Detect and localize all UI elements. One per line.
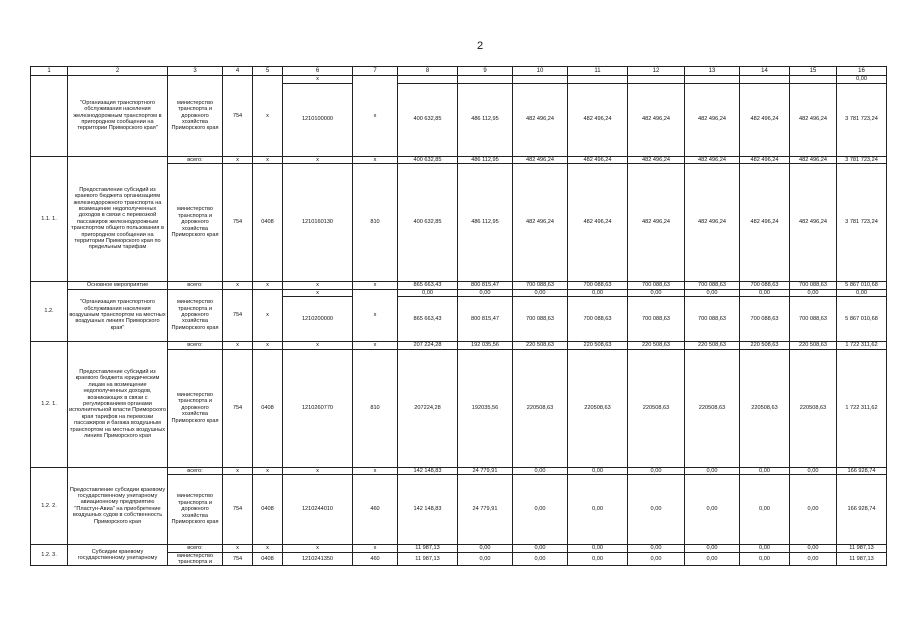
value-cell: 400 632,85 [398, 156, 458, 164]
value-cell: 486 112,95 [458, 83, 513, 156]
header-cell: 13 [685, 67, 740, 76]
total-label: всего: [168, 282, 223, 290]
value-cell: 482 496,24 [513, 164, 568, 282]
value-cell: 3 781 723,24 [837, 164, 887, 282]
section-code: 0408 [253, 164, 283, 282]
value-cell: 865 663,43 [398, 282, 458, 290]
value-cell: 400 632,85 [398, 164, 458, 282]
header-cell: 15 [790, 67, 837, 76]
cell: x [253, 282, 283, 290]
value-cell: 0,00 [568, 545, 628, 553]
value-cell: 0,00 [568, 289, 628, 297]
value-cell: 865 663,43 [398, 297, 458, 342]
value-cell: 0,00 [568, 467, 628, 475]
value-cell: 700 088,63 [513, 282, 568, 290]
value-cell: 400 632,85 [398, 83, 458, 156]
value-cell: 0,00 [628, 552, 685, 566]
value-cell: 482 496,24 [685, 156, 740, 164]
value-cell: 482 496,24 [740, 83, 790, 156]
value-cell: 220 508,63 [685, 342, 740, 350]
cell: x [253, 467, 283, 475]
value-cell: 220 508,63 [628, 342, 685, 350]
value-cell: 220 508,63 [568, 342, 628, 350]
cell: x [283, 282, 353, 290]
grbs-code: 754 [223, 76, 253, 157]
value-cell: 11 987,13 [398, 545, 458, 553]
value-cell: 486 112,95 [458, 164, 513, 282]
expense-type: x [353, 76, 398, 157]
value-cell: 700 088,63 [740, 297, 790, 342]
value-cell: 166 928,74 [837, 467, 887, 475]
responsible: министерство транспорта и дорожного хозяйства Приморского края [168, 76, 223, 157]
row-name: "Организация транспортного обслуживания населения воздушным транспортом на местных воздушных линиях Приморского края" [68, 289, 168, 342]
cell: x [253, 342, 283, 350]
value-cell: 3 781 723,24 [837, 156, 887, 164]
header-cell: 3 [168, 67, 223, 76]
header-cell: 2 [68, 67, 168, 76]
value-cell: 482 496,24 [513, 156, 568, 164]
grbs-code: 754 [223, 475, 253, 545]
value-cell: 0,00 [685, 467, 740, 475]
value-cell: 207224,28 [398, 349, 458, 467]
value-cell: 482 496,24 [513, 83, 568, 156]
value-cell: 1 722 311,62 [837, 349, 887, 467]
target-code: 1210244010 [283, 475, 353, 545]
value-cell: 482 496,24 [568, 83, 628, 156]
value-cell: 482 496,24 [685, 83, 740, 156]
total-label: всего: [168, 342, 223, 350]
section-code: x [253, 289, 283, 342]
cell: x [353, 282, 398, 290]
value-cell: 0,00 [740, 475, 790, 545]
value-cell: 24 779,91 [458, 475, 513, 545]
header-cell: 12 [628, 67, 685, 76]
header-cell: 6 [283, 67, 353, 76]
value-cell: 1 722 311,62 [837, 342, 887, 350]
value-cell: 220508,63 [740, 349, 790, 467]
cell [740, 76, 790, 84]
table-row [31, 467, 887, 475]
cell: x [253, 156, 283, 164]
value-cell: 0,00 [790, 552, 837, 566]
responsible: министерство транспорта и [168, 552, 223, 566]
responsible: министерство транспорта и дорожного хозяйства Приморского края [168, 349, 223, 467]
table-row [31, 282, 887, 290]
section-code: 0408 [253, 349, 283, 467]
value-cell: 0,00 [513, 289, 568, 297]
value-cell: 142 148,83 [398, 467, 458, 475]
row-number: 1.2. [31, 282, 68, 342]
cell: x [283, 156, 353, 164]
grbs-code: 754 [223, 289, 253, 342]
value-cell: 0,00 [458, 552, 513, 566]
budget-table [30, 66, 887, 566]
value-cell: 0,00 [398, 289, 458, 297]
cell: x [223, 467, 253, 475]
total-label: всего: [168, 156, 223, 164]
cell [398, 76, 458, 84]
value-cell: 0,00 [740, 467, 790, 475]
value-cell: 700 088,63 [685, 282, 740, 290]
row-number: 1.1. 1. [31, 156, 68, 282]
table-row [31, 342, 887, 350]
value-cell: 0,00 [568, 552, 628, 566]
target-code: 1210160130 [283, 164, 353, 282]
value-cell: 0,00 [685, 552, 740, 566]
value-cell: 5 867 010,68 [837, 282, 887, 290]
cell: x [283, 289, 353, 297]
header-cell: 16 [837, 67, 887, 76]
value-cell: 0,00 [458, 289, 513, 297]
cell: x [283, 342, 353, 350]
grbs-code: 754 [223, 349, 253, 467]
header-cell: 9 [458, 67, 513, 76]
value-cell: 220 508,63 [790, 342, 837, 350]
value-cell: 24 779,91 [458, 467, 513, 475]
value-cell: 0,00 [513, 552, 568, 566]
value-cell: 0,00 [513, 467, 568, 475]
value-cell: 0,00 [628, 475, 685, 545]
cell: x [253, 545, 283, 553]
value-cell: 207 224,28 [398, 342, 458, 350]
value-cell: 0,00 [790, 289, 837, 297]
total-label: всего: [168, 545, 223, 553]
value-cell: 0,00 [513, 475, 568, 545]
target-code: 1210241350 [283, 552, 353, 566]
header-cell: 5 [253, 67, 283, 76]
row-number: 1.2. 2. [31, 467, 68, 545]
row-name: Субсидии краевому государственному унитарному [68, 545, 168, 566]
value-cell: 0,00 [628, 289, 685, 297]
row-name: Предоставление субсидий из краевого бюджета организациям железнодорожного транспорта на возмещение недополученных доходов в связи с перевозкой пассажиров железнодорожным транспортом общего пользования в пригородном сообщении на территории Приморского края по предельным тарифам [68, 156, 168, 282]
value-cell: 700 088,63 [790, 297, 837, 342]
value-cell: 11 987,13 [837, 545, 887, 553]
value-cell: 0,00 [790, 467, 837, 475]
cell: x [223, 282, 253, 290]
value-cell: 220 508,63 [513, 342, 568, 350]
responsible: министерство транспорта и дорожного хозяйства Приморского края [168, 164, 223, 282]
cell: x [353, 342, 398, 350]
value-cell: 700 088,63 [568, 282, 628, 290]
expense-type: 810 [353, 164, 398, 282]
value-cell: 5 867 010,68 [837, 297, 887, 342]
value-cell: 482 496,24 [628, 164, 685, 282]
value-cell: 142 148,83 [398, 475, 458, 545]
cell: x [283, 76, 353, 84]
value-cell: 0,00 [790, 475, 837, 545]
value-cell: 0,00 [740, 552, 790, 566]
header-cell: 1 [31, 67, 68, 76]
expense-type: 460 [353, 475, 398, 545]
value-cell: 0,00 [790, 545, 837, 553]
table-row [31, 156, 887, 164]
target-code: 1210200000 [283, 297, 353, 342]
row-number: 1.2. 1. [31, 342, 68, 468]
value-cell: 220508,63 [513, 349, 568, 467]
value-cell: 11 987,13 [398, 552, 458, 566]
value-cell: 220508,63 [685, 349, 740, 467]
value-cell: 482 496,24 [790, 164, 837, 282]
row-number [31, 76, 68, 157]
grbs-code: 754 [223, 552, 253, 566]
cell [513, 76, 568, 84]
section-code: 0408 [253, 552, 283, 566]
header-cell: 10 [513, 67, 568, 76]
value-cell: 700 088,63 [685, 297, 740, 342]
value-cell: 482 496,24 [628, 156, 685, 164]
cell [568, 76, 628, 84]
value-cell: 220 508,63 [740, 342, 790, 350]
value-cell: 0,00 [685, 289, 740, 297]
value-cell: 11 987,13 [837, 552, 887, 566]
value-cell: 192 035,56 [458, 342, 513, 350]
value-cell: 0,00 [740, 289, 790, 297]
value-cell: 0,00 [685, 545, 740, 553]
header-cell: 8 [398, 67, 458, 76]
value-cell: 0,00 [837, 289, 887, 297]
target-code: 1210100000 [283, 83, 353, 156]
value-cell: 700 088,63 [628, 282, 685, 290]
value-cell: 482 496,24 [790, 156, 837, 164]
table-row [31, 545, 887, 553]
value-cell: 482 496,24 [685, 164, 740, 282]
cell: x [353, 156, 398, 164]
value-cell: 0,00 [458, 545, 513, 553]
value-cell: 482 496,24 [740, 156, 790, 164]
row-title: Основное мероприятие [68, 282, 168, 290]
value-cell: 700 088,63 [790, 282, 837, 290]
value-cell: 482 496,24 [740, 164, 790, 282]
value-cell: 482 496,24 [568, 156, 628, 164]
target-code: 1210260770 [283, 349, 353, 467]
total-label: всего: [168, 467, 223, 475]
section-code: x [253, 76, 283, 157]
header-cell: 4 [223, 67, 253, 76]
value-cell: 220508,63 [568, 349, 628, 467]
expense-type: x [353, 289, 398, 342]
value-cell: 3 781 723,24 [837, 83, 887, 156]
cell: x [223, 545, 253, 553]
value-cell: 800 815,47 [458, 282, 513, 290]
cell: x [283, 467, 353, 475]
value-cell: 0,00 [685, 475, 740, 545]
cell: x [353, 467, 398, 475]
value-cell: 700 088,63 [568, 297, 628, 342]
cell: 0,00 [837, 76, 887, 84]
header-row [31, 67, 887, 76]
cell: x [223, 156, 253, 164]
expense-type: 810 [353, 349, 398, 467]
table-row [31, 289, 887, 297]
value-cell: 0,00 [513, 545, 568, 553]
cell: x [353, 545, 398, 553]
responsible: министерство транспорта и дорожного хозяйства Приморского края [168, 289, 223, 342]
value-cell: 0,00 [740, 545, 790, 553]
grbs-code: 754 [223, 164, 253, 282]
value-cell: 486 112,95 [458, 156, 513, 164]
cell [685, 76, 740, 84]
row-number: 1.2. 3. [31, 545, 68, 566]
value-cell: 192035,56 [458, 349, 513, 467]
responsible: министерство транспорта и дорожного хозяйства Приморского края [168, 475, 223, 545]
value-cell: 700 088,63 [740, 282, 790, 290]
table-row [31, 76, 887, 84]
header-cell: 11 [568, 67, 628, 76]
header-cell: 7 [353, 67, 398, 76]
page-number: 2 [476, 40, 484, 52]
value-cell: 0,00 [628, 545, 685, 553]
value-cell: 166 928,74 [837, 475, 887, 545]
cell [628, 76, 685, 84]
header-cell: 14 [740, 67, 790, 76]
value-cell: 700 088,63 [513, 297, 568, 342]
value-cell: 220508,63 [790, 349, 837, 467]
section-code: 0408 [253, 475, 283, 545]
value-cell: 700 088,63 [628, 297, 685, 342]
value-cell: 220508,63 [628, 349, 685, 467]
value-cell: 0,00 [628, 467, 685, 475]
row-name: "Организация транспортного обслуживания населения железнодорожным транспортом в пригородном сообщении на территории Приморского края" [68, 76, 168, 157]
cell: x [223, 342, 253, 350]
row-name: Предоставление субсидий из краевого бюджета юридическим лицам на возмещение недополученных доходов, возникающих в связи с регулированием органами исполнительной власти Приморского края тарифов на перевозки пассажиров и багажа воздушным транспортом на местных воздушных линиях Приморского края [68, 342, 168, 468]
expense-type: 460 [353, 552, 398, 566]
value-cell: 482 496,24 [790, 83, 837, 156]
value-cell: 482 496,24 [568, 164, 628, 282]
row-name: Предоставление субсидии краевому государственному унитарному авиационному предприятию "Пластун-Авиа" на приобретение воздушных судов в собственность Приморского края [68, 467, 168, 545]
cell: x [283, 545, 353, 553]
cell [790, 76, 837, 84]
value-cell: 0,00 [568, 475, 628, 545]
value-cell: 800 815,47 [458, 297, 513, 342]
cell [458, 76, 513, 84]
value-cell: 482 496,24 [628, 83, 685, 156]
